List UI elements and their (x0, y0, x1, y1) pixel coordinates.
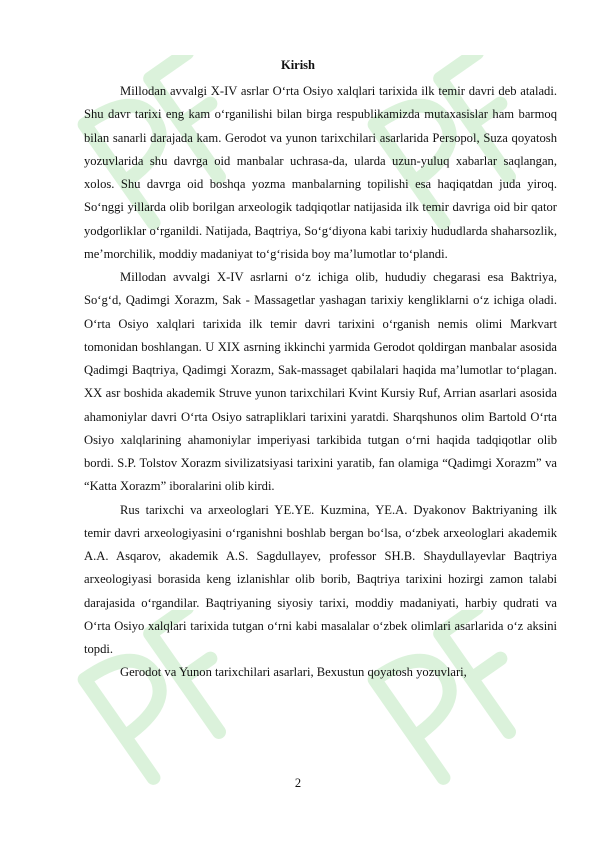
page-number: 2 (294, 776, 302, 790)
paragraph: Millodan avvalgi X-IV asrlarni o‘z ichiga olib, hududiy chegarasi esa Baktriya, So‘g‘d, Qadimgi Xorazm, Sak - Massagetlar yashagan tarixiy kengliklarni o‘z ichiga oladi. O‘rta Osiyo xalqlari tarixida ilk temir davri tarixini o‘rganish nemis olimi Markvart tomonidan boshlangan. U XIX asrning ikkinchi yarmida Gerodot qoldirgan manbalar asosida Qadimgi Baqtriya, Qadimgi Xorazm, Sak-massaget qabilalari haqida ma’lumotlar to‘plagan. XX asr boshida akademik Struve yunon tarixchilari Kvint Kursiy Ruf, Arrian asarlari asosida ahamoniylar davri O‘rta Osiyo satrapliklari tarixini yaratdi. Sharqshunos olim Bartold O‘rta Osiyo xalqlarining ahamoniylar imperiyasi tarkibida tutgan o‘rni haqida tadqiqotlar olib bordi. S.P. Tolstov Xorazm sivilizatsiyasi tarixini yaratib, fan olamiga “Qadimgi Xorazm” va “Katta Xorazm” iboralarini olib kirdi. (84, 270, 557, 494)
paragraph: Gerodot va Yunon tarixchilari asarlari, Bexustun qoyatosh yozuvlari, (120, 665, 467, 680)
section-title: Kirish (280, 58, 316, 72)
body-text (84, 80, 557, 685)
paragraph: Millodan avvalgi X-IV asrlar O‘rta Osiyo xalqlari tarixida ilk temir davri deb ataladi. Shu davr tarixi eng kam o‘rganilishi bilan birga respublikamizda mutaxasislar ham barmoq bilan sanarli darajada kam. Gerodot va yunon tarixchilari asarlarida Persopol, Suza qoyatosh yozuvlarida shu davrga oid manbalar uchrasa-da, ularda uzun-yuluq xabarlar saqlangan, xolos. Shu davrga oid boshqa yozma manbalarning topilishi esa haqiqatdan juda yiroq. So‘nggi yillarda olib borilgan arxeologik tadqiqotlar natijasida ilk temir davriga oid bir qator yodgorliklar o‘rganildi. Natijada, Baqtriya, So‘g‘diyona kabi tarixiy hududlarda shaharsozlik, me’morchilik, moddiy madaniyat to‘g‘risida boy ma’lumotlar to‘plandi. (84, 84, 557, 261)
paragraph: Rus tarixchi va arxeologlari YE.YE. Kuzmina, YE.A. Dyakonov Baktriyaning ilk temir davri arxeologiyasini o‘rganishni boshlab bergan bo‘lsa, o‘zbek arxeologlari akademik A.A. Asqarov, akademik A.S. Sagdullayev, professor SH.B. Shaydullayevlar Baqtriya arxeologiyasi borasida keng izlanishlar olib borib, Baqtriya tarixini hozirgi zamon talabi darajasida o‘rgandilar. Baqtriyaning siyosiy tarixi, moddiy madaniyati, harbiy qudrati va O‘rta Osiyo xalqlari tarixida tutgan o‘rni kabi masalalar o‘zbek olimlari asarlarida o‘z aksini topdi. (84, 502, 557, 656)
